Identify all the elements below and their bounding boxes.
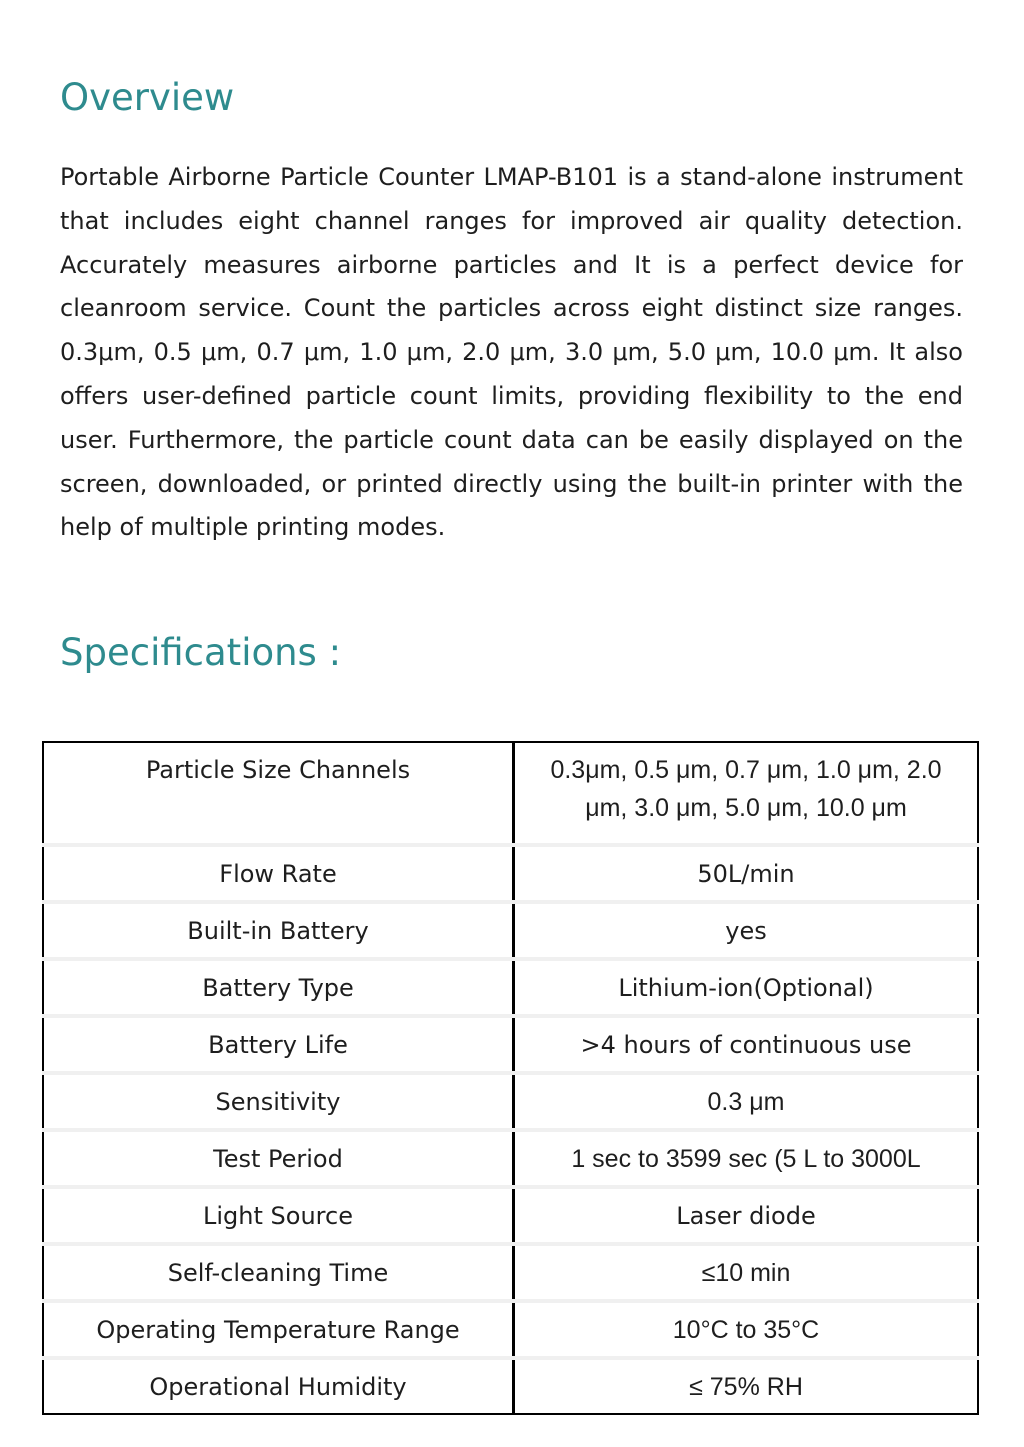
- spec-row: [43, 845, 978, 902]
- spec-label: Sensitivity: [43, 1073, 514, 1130]
- spec-row: [43, 1244, 978, 1301]
- spec-row: [43, 1130, 978, 1187]
- spec-label: Flow Rate: [43, 845, 514, 902]
- spec-label: Operational Humidity: [43, 1358, 514, 1414]
- spec-label: Self-cleaning Time: [43, 1244, 514, 1301]
- spec-label: Particle Size Channels: [43, 742, 514, 845]
- overview-heading: Overview: [60, 76, 235, 119]
- specifications-heading: Specifications :: [60, 631, 342, 674]
- spec-value: 10°C to 35°C: [514, 1301, 979, 1358]
- spec-label: Built-in Battery: [43, 902, 514, 959]
- spec-value: ≤ 75% RH: [689, 1372, 803, 1401]
- overview-paragraph: Portable Airborne Particle Counter LMAP-B101 is a stand-alone instrument that includes eight channel ranges for improved air quality detection. Accurately measures airborne particles and It is a perfect device for cleanroom service. Count the particles across eight distinct size ranges. 0.3μm, 0.5 μm, 0.7 μm, 1.0 μm, 2.0 μm, 3.0 μm, 5.0 μm, 10.0 μm. It also offers user-defined particle count limits, providing flexibility to the end user. Furthermore, the particle count data can be easily displayed on the screen, downloaded, or printed directly using the built-in printer with the help of multiple printing modes.: [60, 163, 963, 542]
- spec-value: ≤10 min: [514, 1244, 979, 1301]
- spec-value: 0.3 μm: [514, 1073, 979, 1130]
- spec-row: [43, 742, 978, 845]
- specifications-table: [42, 741, 979, 1415]
- spec-value: >4 hours of continuous use: [514, 1016, 979, 1073]
- spec-value: Laser diode: [514, 1187, 979, 1244]
- spec-row: [43, 1073, 978, 1130]
- spec-row: [43, 959, 978, 1016]
- spec-value: yes: [514, 902, 979, 959]
- spec-row: [43, 902, 978, 959]
- spec-value: Lithium-ion(Optional): [514, 959, 979, 1016]
- spec-row: [43, 1187, 978, 1244]
- spec-value: 50L/min: [514, 845, 979, 902]
- spec-row: [43, 1016, 978, 1073]
- spec-label: Test Period: [43, 1130, 514, 1187]
- spec-label: Battery Life: [43, 1016, 514, 1073]
- spec-row: [43, 1358, 978, 1414]
- spec-label: Operating Temperature Range: [43, 1301, 514, 1358]
- spec-value: 0.3μm, 0.5 μm, 0.7 μm, 1.0 μm, 2.0 μm, 3.0 μm, 5.0 μm, 10.0 μm: [514, 742, 979, 845]
- spec-value: 1 sec to 3599 sec (5 L to 3000L: [514, 1130, 979, 1187]
- spec-label: Light Source: [43, 1187, 514, 1244]
- spec-label: Battery Type: [43, 959, 514, 1016]
- spec-row: [43, 1301, 978, 1358]
